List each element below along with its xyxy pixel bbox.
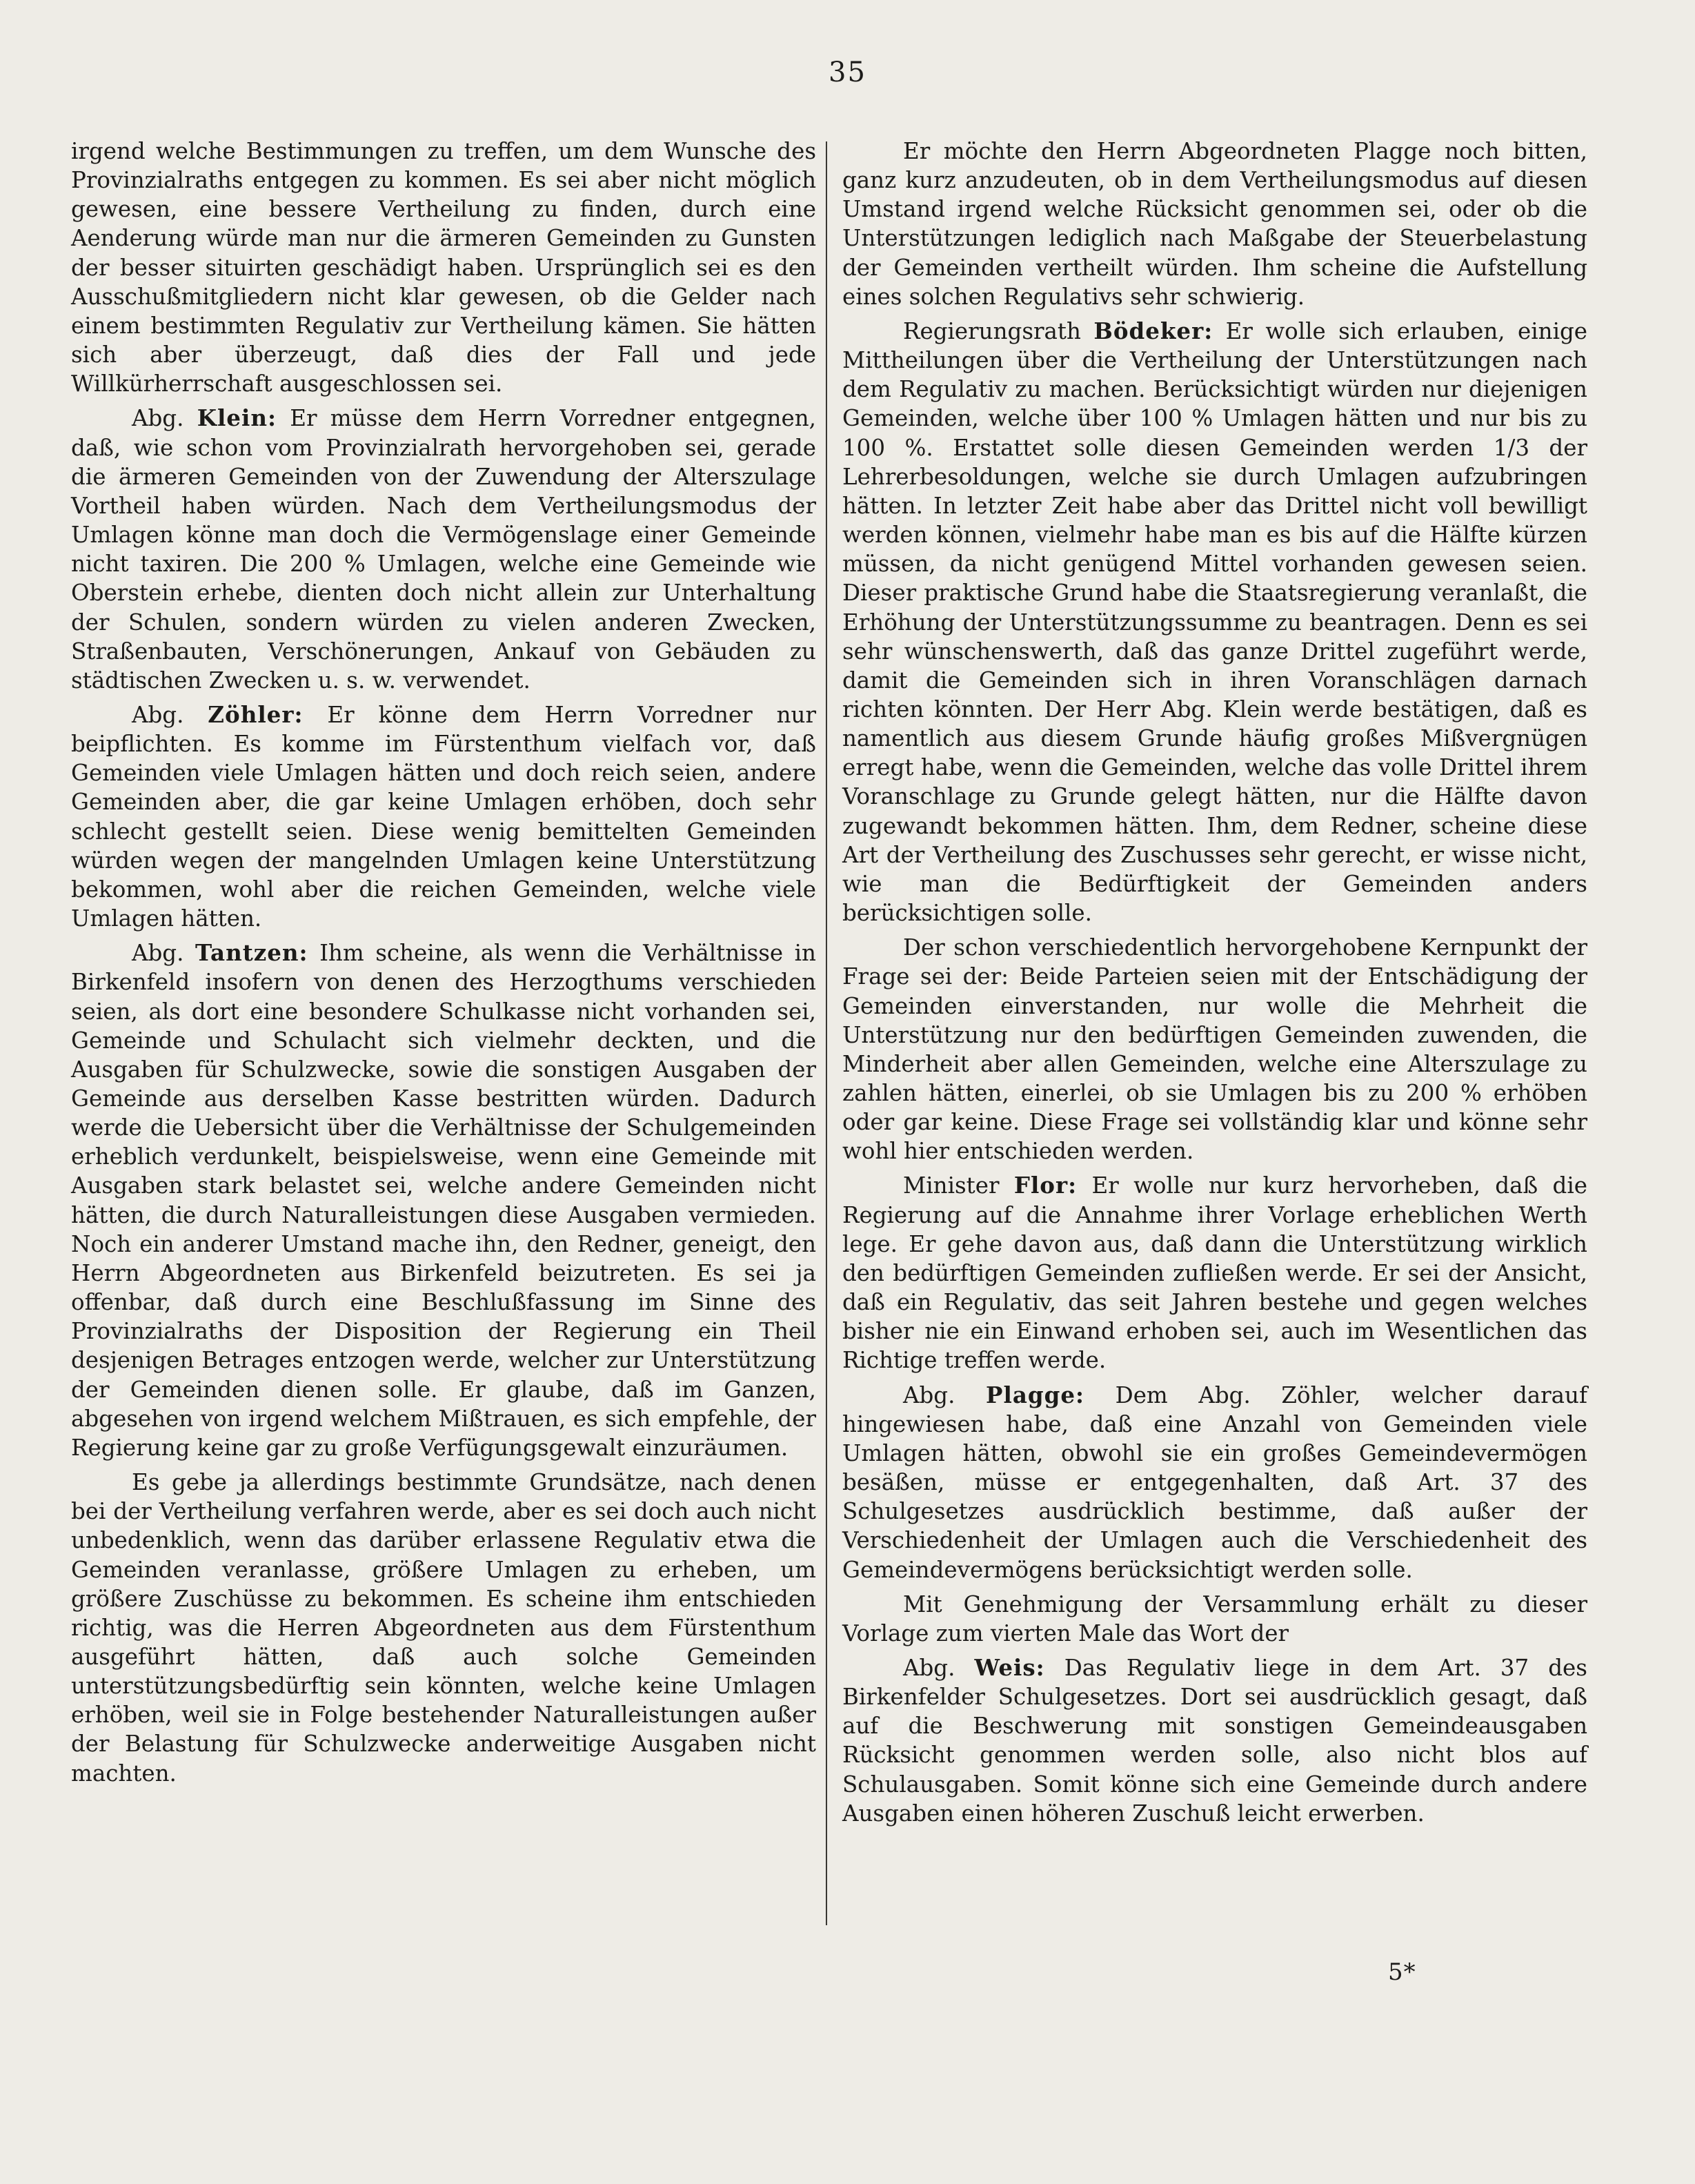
speech-text: Dem Abg. Zöhler, welcher darauf hingewiesen habe, daß eine Anzahl von Gemeinden viele Umlagen hätten, obwohl sie ein großes Gemeindevermögen besäßen, müsse er entgegenhalten, daß Art. 37 des Schulgesetzes ausdrücklich bestimme, daß außer der Verschiedenheit der Umlagen auch die Verschiedenheit des Gemeindevermögens berücksichtigt werden solle. <box>842 1381 1588 1583</box>
speaker-name: Flor: <box>1013 1172 1078 1199</box>
speaker-name: Plagge: <box>986 1381 1085 1408</box>
left-column <box>71 137 816 1793</box>
speech-text: Er wolle nur kurz hervorheben, daß die Regierung auf die Annahme ihrer Vorlage erheblichen Werth lege. Er gehe davon aus, daß dann die Unterstützung wirklich den bedürftigen Gemeinden zufließen werde. Er sei der Ansicht, daß ein Regulativ, das seit Jahren bestehe und gegen welches bisher nie ein Einwand erhoben sei, auch im Wesentlichen das Richtige treffen werde. <box>842 1172 1587 1374</box>
speech-text: Er müsse dem Herrn Vorredner entgegnen, daß, wie schon vom Provinzialrath hervorgehoben sei, gerade die ärmeren Gemeinden von der Zuwendung der Alterszulage Vortheil haben würden. Nach dem Vertheilungsmodus der Umlagen könne man doch die Vermögenslage einer Gemeinde nicht taxiren. Die 200 % Umlagen, welche eine Gemeinde wie Oberstein erhebe, dienten doch nicht allein zur Unterhaltung der Schulen, sondern würden zu vielen anderen Zwecken, Straßenbauten, Verschönerungen, Ankauf von Gebäuden zu städtischen Zwecken u. s. w. verwendet. <box>71 405 816 693</box>
speaker-name: Bödeker: <box>1093 317 1213 344</box>
speaker-name: Tantzen: <box>195 939 308 967</box>
signature-mark: 5* <box>1388 1958 1416 1986</box>
speech-text: Er könne dem Herrn Vorredner nur beipflichten. Es komme im Fürstenthum vielfach vor, daß Gemeinden viele Umlagen hätten und doch reich seien, andere Gemeinden aber, die gar keine Umlagen erhöben, doch sehr schlecht gestellt seien. Diese wenig bemittelten Gemeinden würden wegen der mangelnden Umlagen keine Unterstützung bekommen, wohl aber die reichen Gemeinden, welche viele Umlagen hätten. <box>71 701 816 932</box>
paragraph: irgend welche Bestimmungen zu treffen, um dem Wunsche des Provinzialraths entgegen zu kommen. Es sei aber nicht möglich gewesen, eine bessere Vertheilung zu finden, durch eine Aenderung würde man nur die ärmeren Gemeinden zu Gunsten der besser situirten geschädigt haben. Ursprünglich sei es den Ausschußmitgliedern nicht klar gewesen, ob die Gelder nach einem bestimmten Regulativ zur Vertheilung kämen. Sie hätten sich aber überzeugt, daß dies der Fall und jede Willkürherrschaft ausgeschlossen sei. <box>71 138 816 397</box>
speech-paragraph <box>842 1381 1587 1584</box>
column-divider <box>826 141 827 1925</box>
speech-paragraph <box>71 404 816 695</box>
speaker-title: Regierungsrath <box>903 317 1081 344</box>
right-column <box>842 137 1587 1833</box>
paragraph: Es gebe ja allerdings bestimmte Grundsätze, nach denen bei der Vertheilung verfahren werde, aber es sei doch auch nicht unbedenklich, wenn das darüber erlassene Regulativ etwa die Gemeinden veranlasse, größere Umlagen zu erheben, um größere Zuschüsse zu bekommen. Es scheine ihm entschieden richtig, was die Herren Abgeordneten aus dem Fürstenthum ausgeführt hätten, daß auch solche Gemeinden unterstützungsbedürftig sein könnten, welche keine Umlagen erhöben, weil sie in Folge bestehender Naturalleistungen außer der Belastung für Schulzwecke anderweitige Ausgaben nicht machten. <box>71 1469 816 1787</box>
speaker-title: Abg. <box>132 701 184 728</box>
speech-paragraph <box>842 317 1587 927</box>
speaker-title: Abg. <box>903 1654 955 1681</box>
paragraph: Mit Genehmigung der Versammlung erhält zu dieser Vorlage zum vierten Male das Wort der <box>842 1591 1587 1646</box>
speech-text: Ihm scheine, als wenn die Verhältnisse in Birkenfeld insofern von denen des Herzogthums verschieden seien, als dort eine besondere Schulkasse nicht vorhanden sei, Gemeinde und Schulacht sich vielmehr deckten, und die Ausgaben für Schulzwecke, sowie die sonstigen Ausgaben der Gemeinde aus derselben Kasse bestritten würden. Dadurch werde die Uebersicht über die Verhältnisse der Schulgemeinden erheblich verdunkelt, beispielsweise, wenn eine Gemeinde mit Ausgaben stark belastet sei, welche andere Gemeinden nicht hätten, die durch Naturalleistungen diese Ausgaben vermieden. Noch ein anderer Umstand mache ihn, den Redner, geneigt, den Herrn Abgeordneten aus Birkenfeld beizutreten. Es sei ja offenbar, daß durch eine Beschlußfassung im Sinne des Provinzialraths der Disposition der Regierung ein Theil desjenigen Betrages entzogen werde, welcher zur Unterstützung der Gemeinden dienen solle. Er glaube, daß im Ganzen, abgesehen von irgend welchem Mißtrauen, es sich empfehle, der Regierung keine gar zu große Verfügungsgewalt einzuräumen. <box>71 940 816 1461</box>
speech-text: Er wolle sich erlauben, einige Mittheilungen über die Vertheilung der Unterstützungen nach dem Regulativ zu machen. Berücksichtigt würden nur diejenigen Gemeinden, welche über 100 % Umlagen hätten und nur bis zu 100 %. Erstattet solle diesen Gemeinden werden 1/3 der Lehrerbesoldungen, welche sie durch Umlagen aufzubringen hätten. In letzter Zeit habe aber das Drittel nicht voll bewilligt werden können, vielmehr habe man es bis auf die Hälfte kürzen müssen, da nicht genügend Mittel vorhanden gewesen seien. Dieser praktische Grund habe die Staatsregierung veranlaßt, die Erhöhung der Unterstützungssumme zu beantragen. Denn es sei sehr wünschenswerth, daß das ganze Drittel zugeführt werde, damit die Gemeinden sich in ihren Voranschlägen darnach richten könnten. Der Herr Abg. Klein werde bestätigen, daß es namentlich aus diesem Grunde häufig großes Mißvergnügen erregt habe, wenn die Gemeinden, welche das volle Drittel ihrem Voranschlage zu Grunde gelegt hätten, nur die Hälfte davon zugewandt bekommen hätten. Ihm, dem Redner, scheine diese Art der Vertheilung des Zuschusses sehr gerecht, er wisse nicht, wie man die Bedürftigkeit der Gemeinden anders berücksichtigen solle. <box>842 317 1587 927</box>
speech-paragraph <box>71 938 816 1462</box>
speech-text: Das Regulativ liege in dem Art. 37 des Birkenfelder Schulgesetzes. Dort sei ausdrücklich gesagt, daß auf die Beschwerung mit sonstigen Gemeindeausgaben Rücksicht genommen werden solle, also nicht blos auf Schulausgaben. Somit könne sich eine Gemeinde durch andere Ausgaben einen höheren Zuschuß leicht erwerben. <box>842 1654 1587 1827</box>
speaker-name: Weis: <box>974 1653 1045 1681</box>
paragraph: Der schon verschiedentlich hervorgehobene Kernpunkt der Frage sei der: Beide Parteien seien mit der Entschädigung der Gemeinden einverstanden, nur wolle die Mehrheit die Unterstützung nur den bedürftigen Gemeinden zuwenden, die Minderheit aber allen Gemeinden, welche eine Alterszulage zu zahlen hätten, einerlei, ob sie Umlagen bis zu 200 % erhöben oder gar keine. Diese Frage sei vollständig klar und könne sehr wohl hier entschieden werden. <box>842 934 1587 1165</box>
speaker-title: Abg. <box>903 1381 955 1408</box>
speaker-name: Zöhler: <box>208 700 304 728</box>
speech-paragraph <box>71 700 816 933</box>
speaker-title: Minister <box>903 1172 1000 1199</box>
speech-paragraph <box>842 1171 1587 1375</box>
speaker-name: Klein: <box>197 404 277 432</box>
speaker-title: Abg. <box>132 405 184 432</box>
page-number: 35 <box>829 57 866 88</box>
speaker-title: Abg. <box>132 940 184 967</box>
paragraph: Er möchte den Herrn Abgeordneten Plagge noch bitten, ganz kurz anzudeuten, ob in dem Vertheilungsmodus auf diesen Umstand irgend welche Rücksicht genommen sei, oder ob die Unterstützungen lediglich nach Maßgabe der Steuerbelastung der Gemeinden vertheilt würden. Ihm scheine die Aufstellung eines solchen Regulativs sehr schwierig. <box>842 138 1587 310</box>
speech-paragraph <box>842 1653 1587 1828</box>
